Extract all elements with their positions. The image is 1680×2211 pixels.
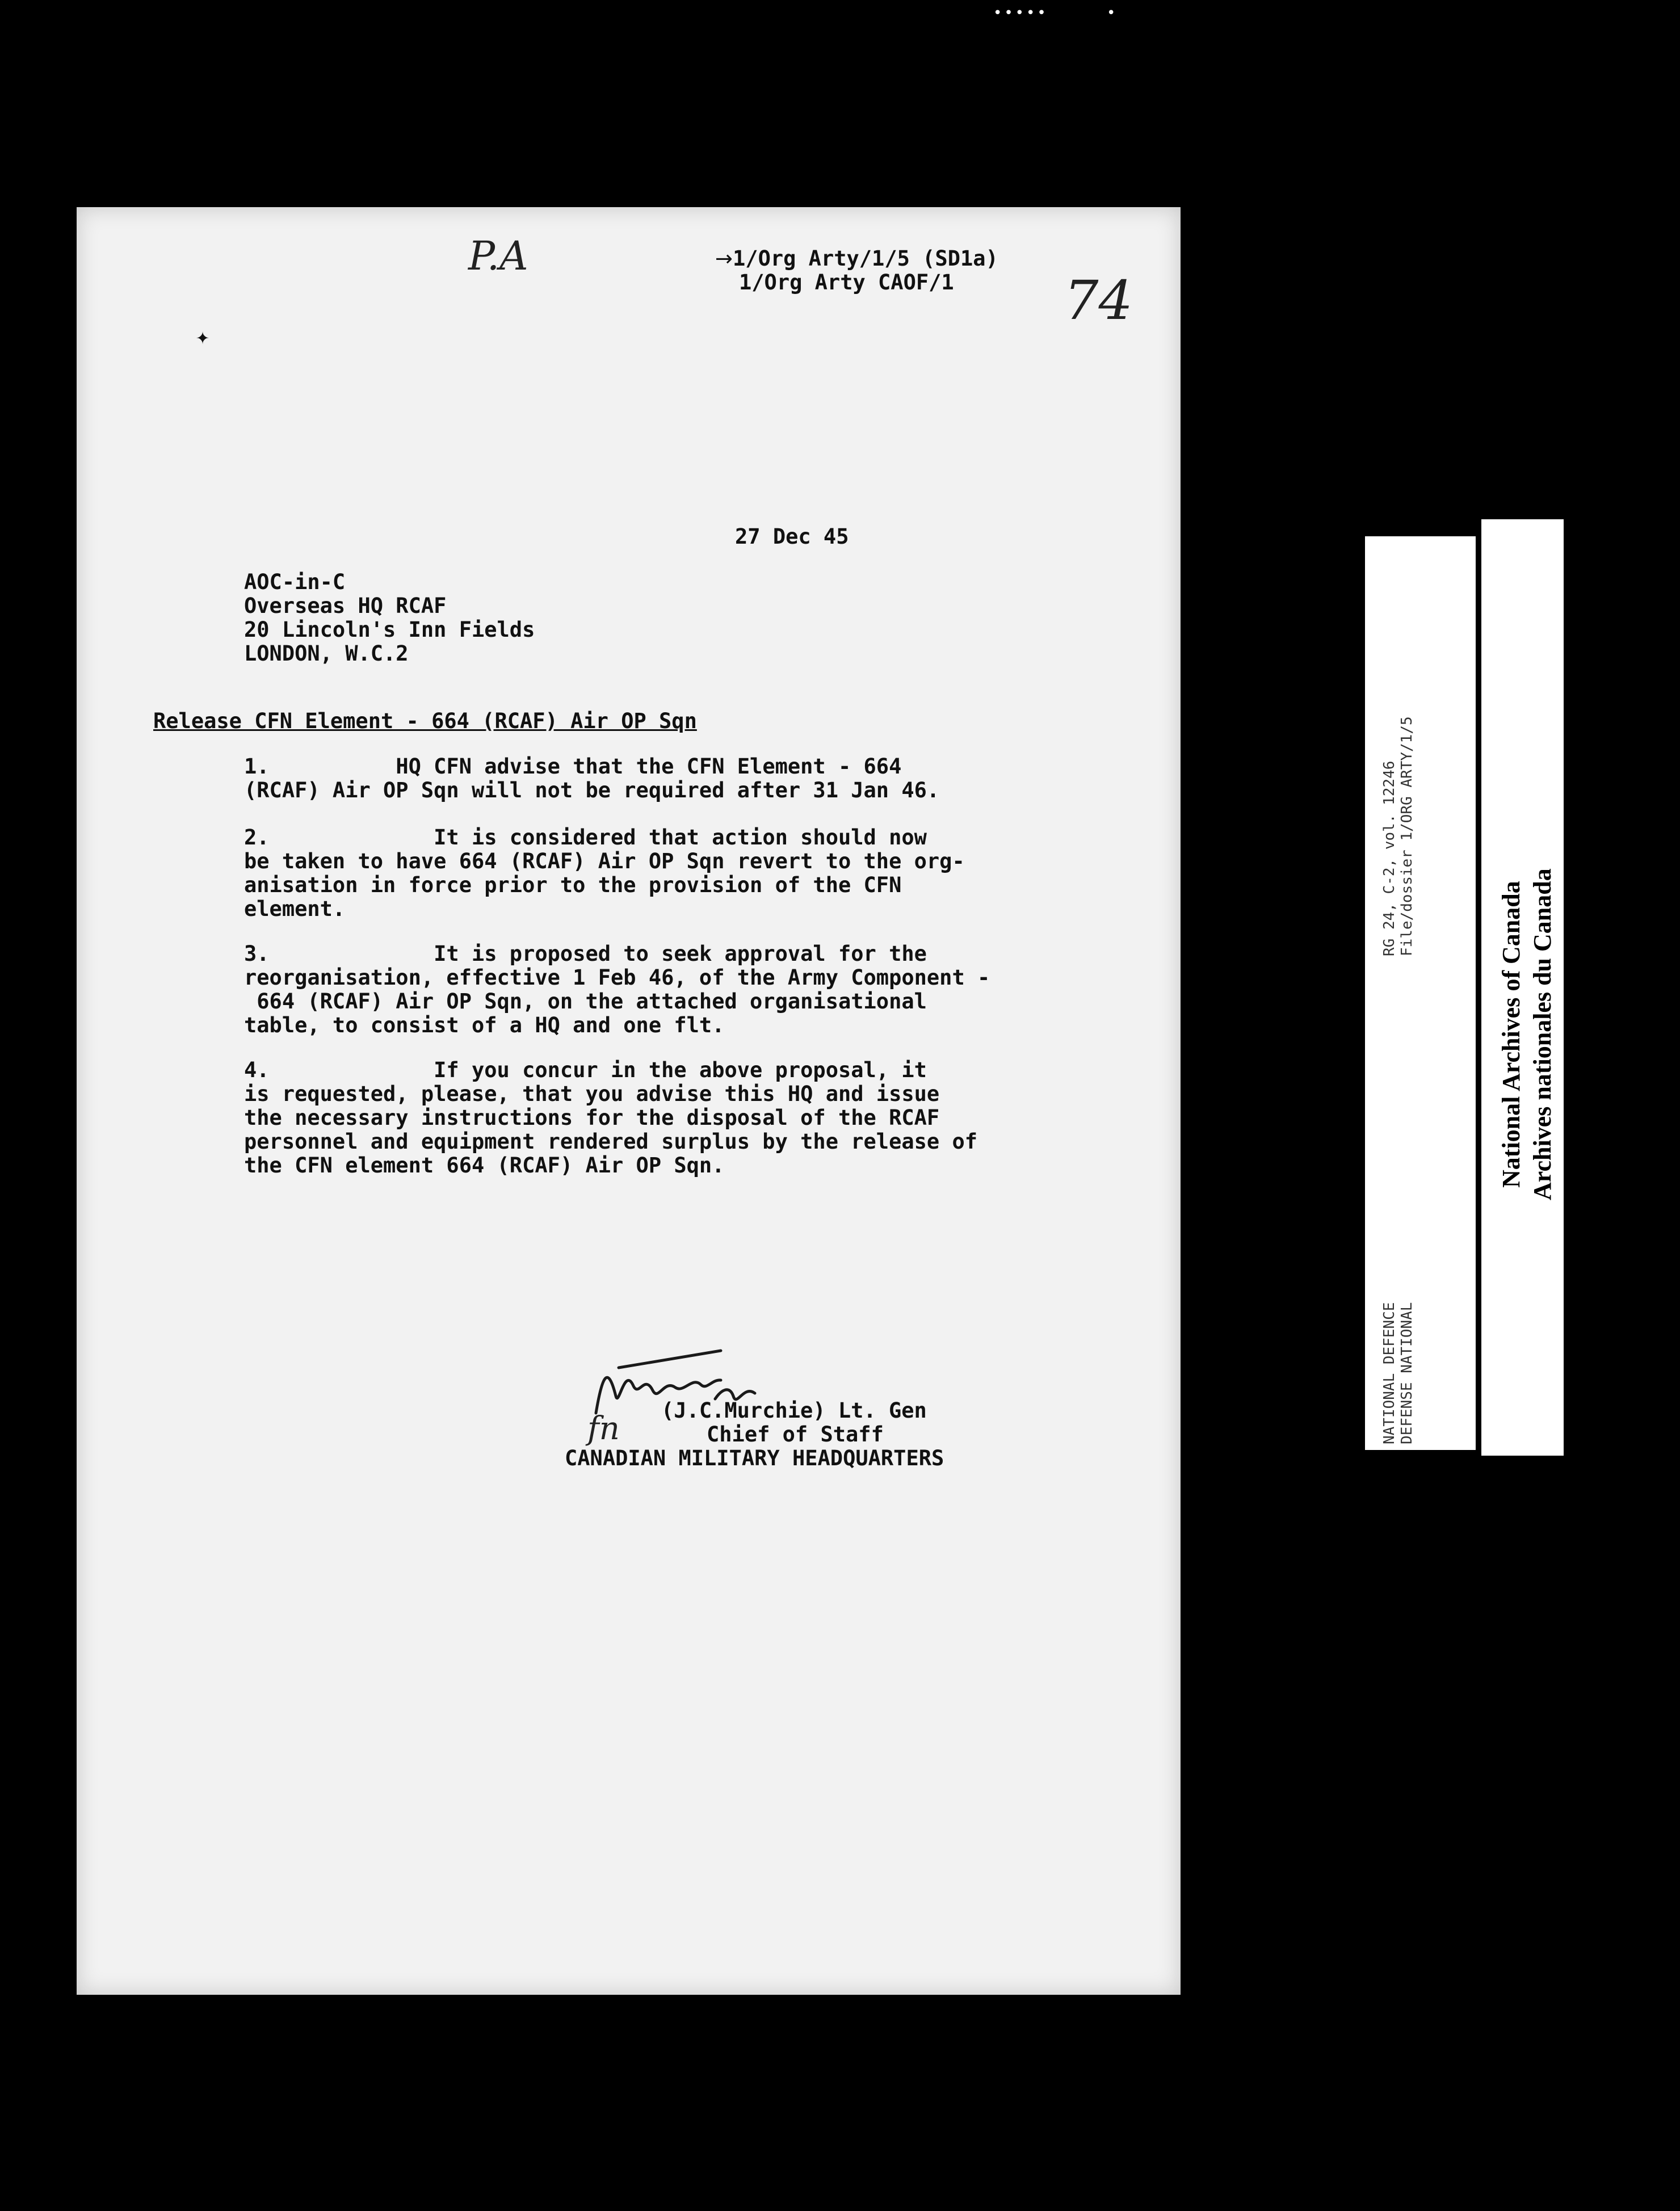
paragraph-line: element. (244, 897, 346, 921)
paragraph-line: the CFN element 664 (RCAF) Air OP Sqn. (244, 1153, 725, 1178)
addressee-line: AOC-in-C (244, 570, 346, 594)
addressee-line: 20 Lincoln's Inn Fields (244, 617, 535, 642)
archive-institution-label (1481, 519, 1564, 1456)
archive-reference (1381, 716, 1416, 956)
signatory-name: (J.C.Murchie) Lt. Gen (661, 1398, 927, 1423)
institution-name (1496, 868, 1558, 1200)
document-page (77, 207, 1181, 1995)
paragraph-line: anisation in force prior to the provision of the CFN (244, 873, 902, 897)
institution-name-fr: Archives nationales du Canada (1528, 868, 1556, 1200)
paragraph-line: the necessary instructions for the disposal of the RCAF (244, 1106, 940, 1130)
scan-mark-dots: ••••• (993, 5, 1048, 22)
handwritten-initials: P.A (468, 233, 528, 279)
paragraph-line: 664 (RCAF) Air OP Sqn, on the attached organisational (244, 989, 927, 1014)
paragraph-4 (244, 1058, 977, 1178)
archive-reference-line: File/dossier 1/ORG ARTY/1/5 (1398, 716, 1416, 956)
department-line: DEFENSE NATIONAL (1398, 1302, 1416, 1444)
addressee-line: LONDON, W.C.2 (244, 641, 409, 666)
archive-department (1381, 1302, 1416, 1444)
paragraph-number: 2. (244, 825, 270, 850)
paragraph-line: be taken to have 664 (RCAF) Air OP Sqn revert to the org- (244, 849, 965, 873)
institution-name-en: National Archives of Canada (1497, 881, 1525, 1188)
scan-mark-dot: • (1107, 5, 1116, 22)
paragraph-number: 4. (244, 1058, 270, 1082)
archive-reference-label (1365, 536, 1476, 1450)
paragraph-number: 3. (244, 941, 270, 966)
paragraph-line: (RCAF) Air OP Sqn will not be required after 31 Jan 46. (244, 778, 940, 802)
paragraph-line: If you concur in the above proposal, it (434, 1058, 927, 1082)
signature-block (565, 1399, 944, 1470)
addressee-block (244, 570, 535, 666)
file-reference (715, 247, 998, 295)
paragraph-2 (244, 826, 965, 921)
paragraph-number: 1. (244, 754, 270, 779)
paragraph-line: reorganisation, effective 1 Feb 46, of the Army Component - (244, 965, 990, 990)
signature-per-mark: fn (587, 1410, 620, 1447)
paragraph-line: It is considered that action should now (434, 825, 927, 850)
archive-reference-line: RG 24, C-2, vol. 12246 (1381, 760, 1398, 956)
letter-date: 27 Dec 45 (735, 524, 849, 549)
subject-line: Release CFN Element - 664 (RCAF) Air OP Sqn (153, 709, 697, 733)
signatory-title: Chief of Staff (707, 1422, 884, 1447)
handwritten-page-number: 74 (1064, 270, 1133, 332)
signatory-organisation: CANADIAN MILITARY HEADQUARTERS (565, 1446, 944, 1470)
reference-line-2: 1/Org Arty CAOF/1 (739, 270, 954, 295)
paragraph-line: table, to consist of a HQ and one flt. (244, 1013, 725, 1037)
reference-arrow-icon: → (715, 246, 733, 271)
paragraph-3 (244, 942, 990, 1037)
paragraph-line: personnel and equipment rendered surplus by the release of (244, 1129, 978, 1154)
paragraph-1 (244, 755, 939, 802)
department-line: NATIONAL DEFENCE (1381, 1302, 1398, 1444)
pin-mark-icon: ✦ (196, 323, 210, 350)
reference-line-1: 1/Org Arty/1/5 (SD1a) (733, 246, 998, 271)
addressee-line: Overseas HQ RCAF (244, 594, 447, 618)
paragraph-line: It is proposed to seek approval for the (434, 941, 927, 966)
paragraph-line: HQ CFN advise that the CFN Element - 664 (396, 754, 902, 779)
paragraph-line: is requested, please, that you advise this HQ and issue (244, 1082, 940, 1106)
